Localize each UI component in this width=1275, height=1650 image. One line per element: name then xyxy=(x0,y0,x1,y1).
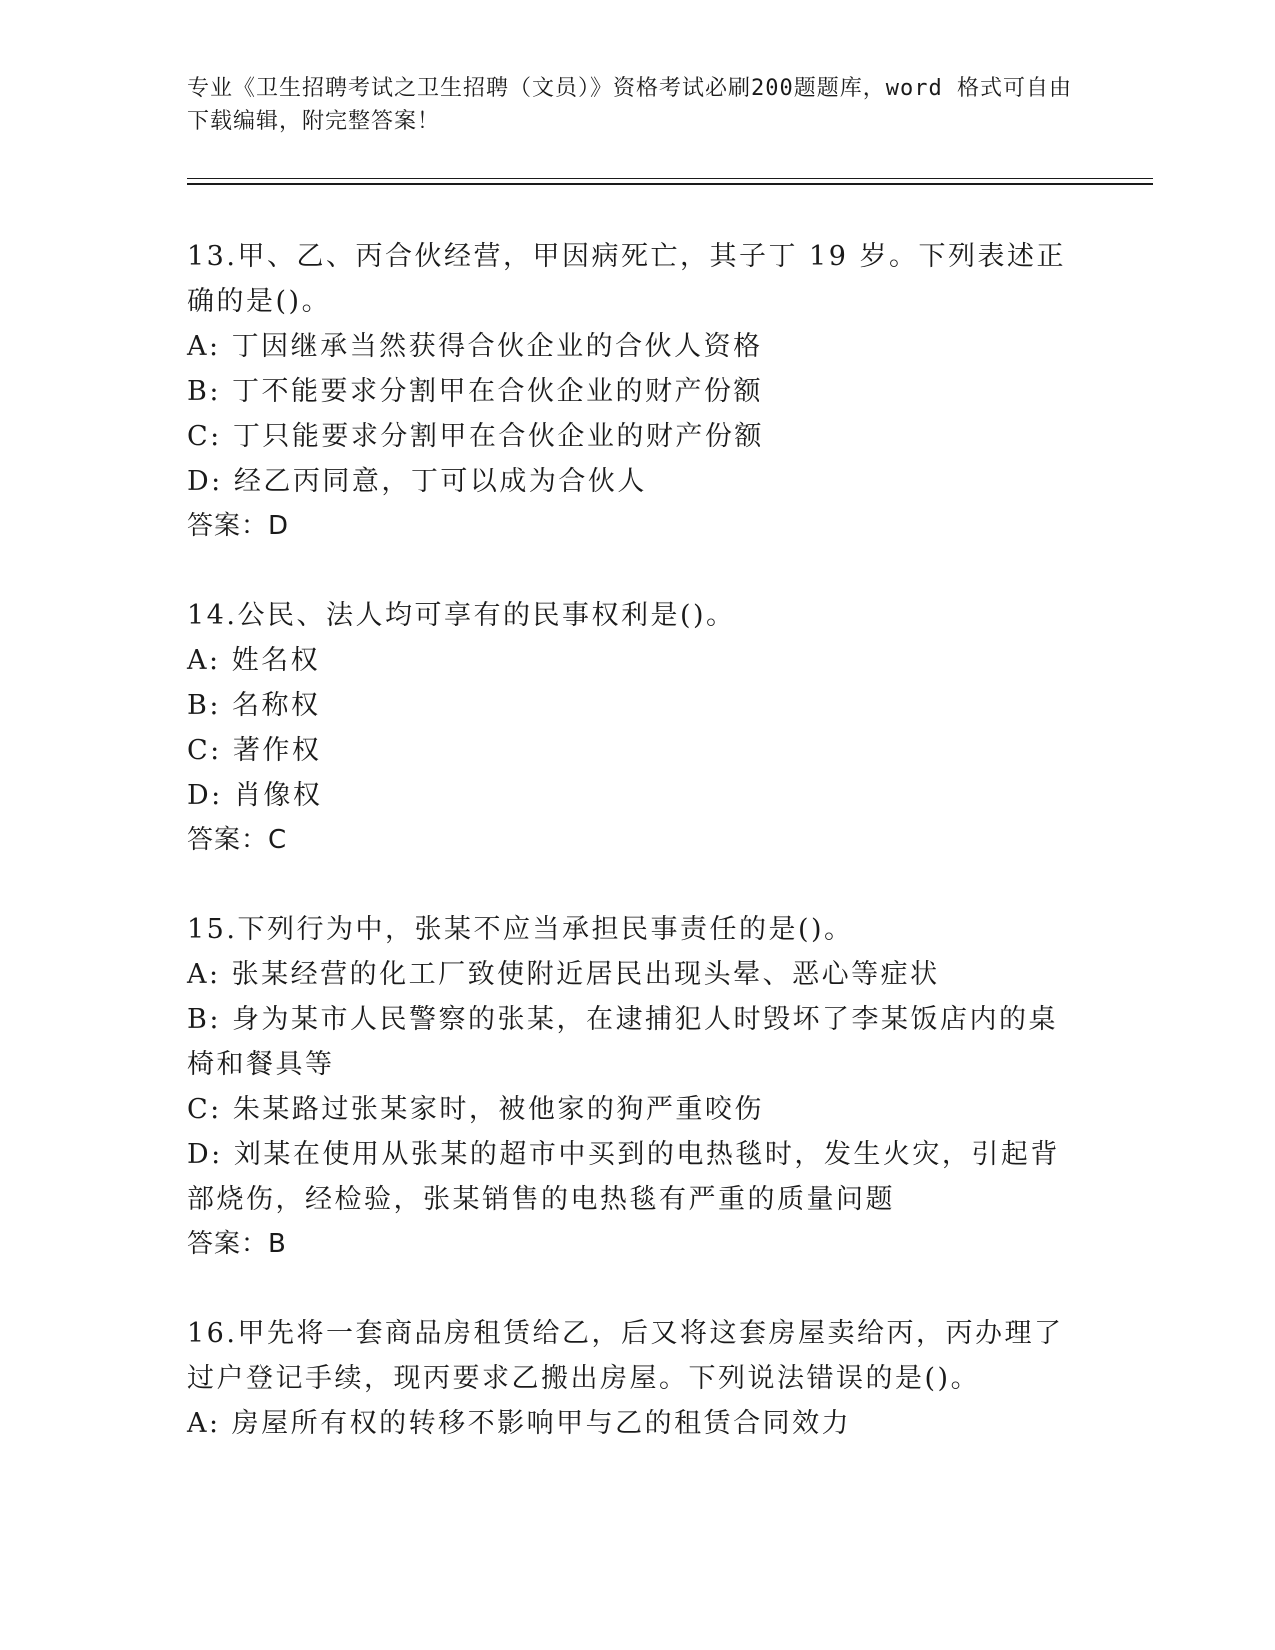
option-b: B: 丁不能要求分割甲在合伙企业的财产份额 xyxy=(187,376,764,407)
question-15 xyxy=(187,907,1077,1267)
option-b: B: 身为某市人民警察的张某，在逮捕犯人时毁坏了李某饭店内的桌椅和餐具等 xyxy=(187,1004,1059,1080)
option-c: C: 丁只能要求分割甲在合伙企业的财产份额 xyxy=(187,421,764,452)
option-b: B: 名称权 xyxy=(187,690,321,721)
question-stem: 16.甲先将一套商品房租赁给乙，后又将这套房屋卖给丙，丙办理了过户登记手续，现丙要求乙搬出房屋。下列说法错误的是()。 xyxy=(187,1318,1064,1394)
question-13 xyxy=(187,234,1077,549)
option-a: A: 丁因继承当然获得合伙企业的合伙人资格 xyxy=(187,331,763,362)
option-c: C: 著作权 xyxy=(187,735,322,766)
option-a: A: 姓名权 xyxy=(187,645,321,676)
question-16 xyxy=(187,1311,1077,1446)
option-d: D: 经乙丙同意，丁可以成为合伙人 xyxy=(187,466,647,497)
answer-label: 答案：D xyxy=(187,511,290,541)
header-divider-thin xyxy=(187,178,1153,179)
header-divider-thick xyxy=(187,183,1153,185)
question-stem: 14.公民、法人均可享有的民事权利是()。 xyxy=(187,600,736,631)
option-d: D: 刘某在使用从张某的超市中买到的电热毯时，发生火灾，引起背部烧伤，经检验，张某销售的电热毯有严重的质量问题 xyxy=(187,1139,1060,1215)
header-text: 专业《卫生招聘考试之卫生招聘（文员）》资格考试必刷200题题库，word 格式可自由下载编辑，附完整答案！ xyxy=(187,76,1072,134)
option-a: A: 张某经营的化工厂致使附近居民出现头晕、恶心等症状 xyxy=(187,959,940,990)
document-header xyxy=(187,72,1087,138)
option-d: D: 肖像权 xyxy=(187,780,323,811)
answer-label: 答案：C xyxy=(187,825,288,855)
option-c: C: 朱某路过张某家时，被他家的狗严重咬伤 xyxy=(187,1094,764,1125)
question-stem: 15.下列行为中，张某不应当承担民事责任的是()。 xyxy=(187,914,854,945)
option-a: A: 房屋所有权的转移不影响甲与乙的租赁合同效力 xyxy=(187,1408,852,1439)
question-14 xyxy=(187,593,1077,863)
question-list xyxy=(187,234,1077,1490)
answer-label: 答案：B xyxy=(187,1229,287,1259)
question-stem: 13.甲、乙、丙合伙经营，甲因病死亡，其子丁 19 岁。下列表述正确的是()。 xyxy=(187,241,1066,317)
